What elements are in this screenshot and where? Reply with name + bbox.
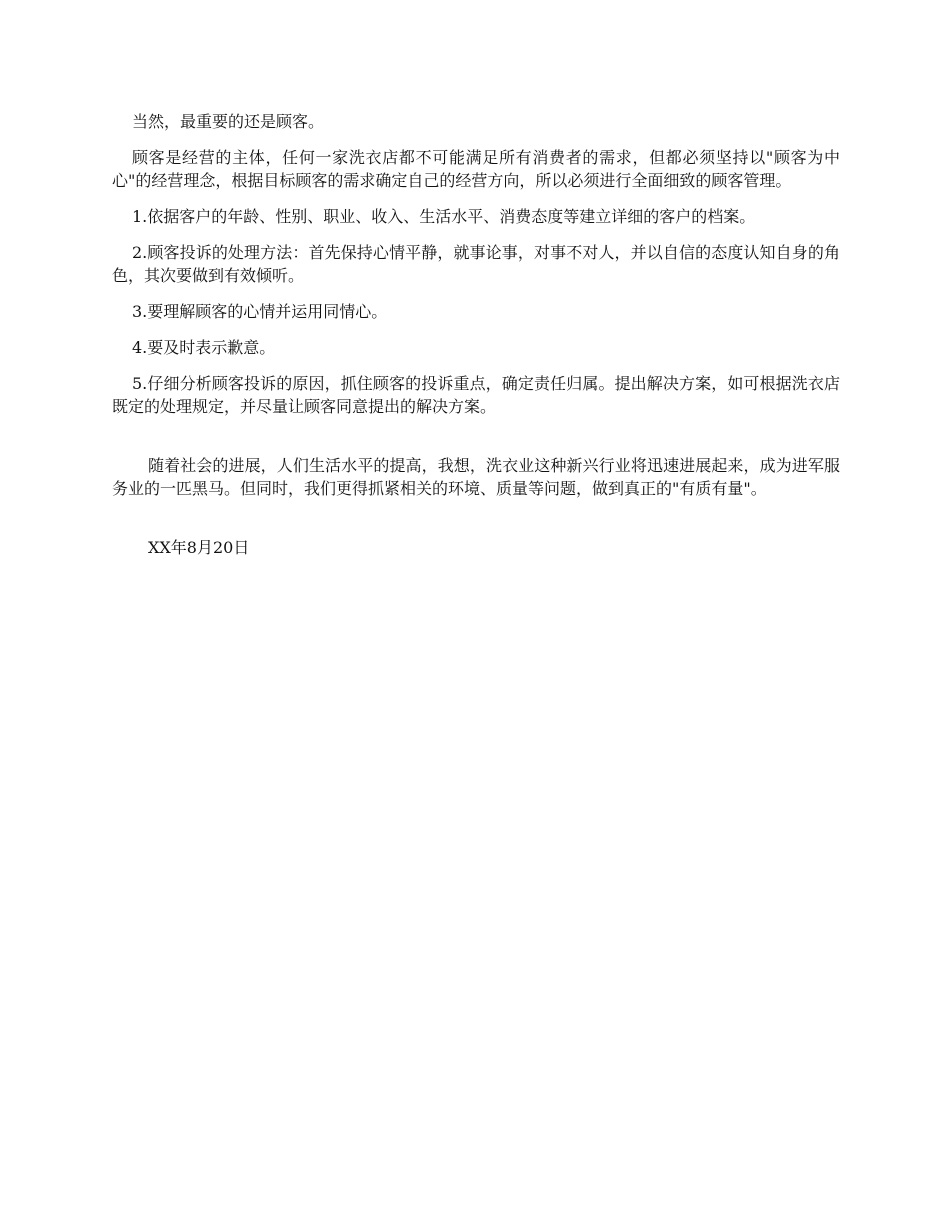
list-item-3: 3.要理解顾客的心情并运用同情心。: [132, 302, 388, 321]
list-item-1: 1.依据客户的年龄、性别、职业、收入、生活水平、消费态度等建立详细的客户的档案。: [132, 207, 756, 226]
paragraph-intro: 当然，最重要的还是顾客。: [132, 112, 325, 131]
list-item-5: 5.仔细分析顾客投诉的原因，抓住顾客的投诉重点，确定责任归属。提出解决方案，如可根据洗衣店既定的处理规定，并尽量让顾客同意提出的解决方案。: [112, 374, 840, 416]
list-item-2: 2.顾客投诉的处理方法：首先保持心情平静，就事论事，对事不对人，并以自信的态度认知自身的角色，其次要做到有效倾听。: [112, 243, 840, 285]
paragraph-customer-subject: 顾客是经营的主体，任何一家洗衣店都不可能满足所有消费者的需求，但都必须坚持以"顾客为中心"的经营理念，根据目标顾客的需求确定自己的经营方向，所以必须进行全面细致的顾客管理。: [112, 148, 840, 190]
document-page: [112, 110, 840, 559]
document-date: XX年8月20日: [148, 538, 250, 557]
list-item-4: 4.要及时表示歉意。: [132, 338, 276, 357]
paragraph-conclusion: 随着社会的进展，人们生活水平的提高，我想，洗衣业这种新兴行业将迅速进展起来，成为进军服务业的一匹黑马。但同时，我们更得抓紧相关的环境、质量等问题，做到真正的"有质有量"。: [112, 456, 840, 498]
